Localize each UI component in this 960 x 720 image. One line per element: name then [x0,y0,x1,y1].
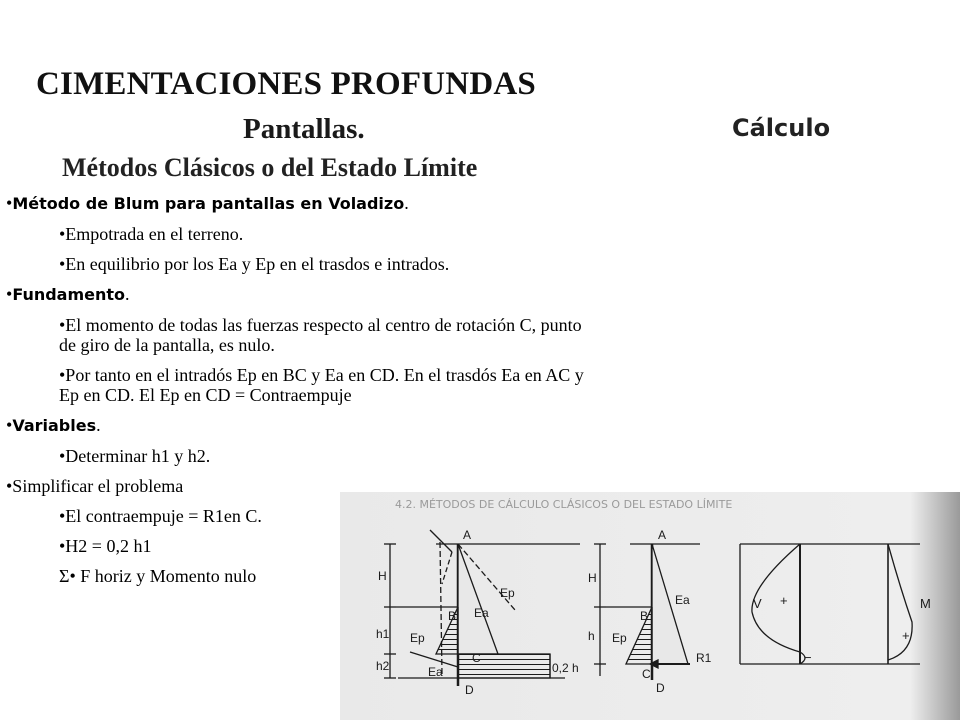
bullet-dot: • [6,284,13,304]
label-R1: R1 [696,651,712,665]
sub-bullet: •El momento de todas las fuerzas respecto al centro de rotación C, punto de giro de la pantalla, es nulo. [59,315,582,355]
label-M: M [920,596,931,611]
sub-bullet: •Por tanto en el intradós Ep en BC y Ea en CD. En el trasdós Ea en AC y Ep en CD. El Ep en CD = Contraempuje [59,365,584,405]
label-h: h [588,629,595,643]
label-D: D [465,683,474,697]
label-Ep: Ep [500,586,515,600]
bullet-blum [6,193,586,214]
section-heading: Métodos Clásicos o del Estado Límite [62,153,478,182]
slide-title: CIMENTACIONES PROFUNDAS [36,66,536,102]
sub-bullet: •Empotrada en el terreno. [59,224,244,244]
label-C: C [472,651,481,665]
label-A: A [658,528,667,542]
sub-bullet: •El contraempuje = R1en C. [59,506,262,526]
label-H: H [588,571,597,585]
bullet-fundamento [6,284,586,305]
bullet-bold-text: Método de Blum para pantallas en Voladizo [12,194,405,213]
label-Ea: Ea [675,593,690,607]
sub-bullet: •En equilibrio por los Ea y Ep en el trasdos e intrados. [59,254,450,274]
blum-method-figure [340,492,960,720]
label-V: V [753,596,762,611]
label-Ea: Ea [428,665,443,679]
label-D: D [656,681,665,695]
label-C: C [642,667,651,681]
bullet-dot: • [6,415,13,435]
sub-bullet: •Determinar h1 y h2. [59,446,211,466]
label-plus: + [780,593,788,608]
sub-bullet: •H2 = 0,2 h1 [59,536,152,556]
bullet-bold-text: Fundamento [12,285,126,304]
scan-header-text: 4.2. MÉTODOS DE CÁLCULO CLÁSICOS O DEL ESTADO LÍMITE [395,498,733,511]
sigma-text: • F horiz y Momento nulo [69,566,257,586]
label-B: B [640,609,649,623]
label-Ep: Ep [410,631,425,645]
label-h2: h2 [376,659,390,673]
bullet-simplificar: •Simplificar el problema [6,476,184,496]
sigma-symbol: Σ [59,566,70,586]
bullet-dot: • [6,193,13,213]
label-plus: + [902,628,910,643]
calculo-label: Cálculo [732,114,831,142]
slide-subtitle: Pantallas. [243,113,365,145]
label-H: H [378,569,387,583]
label-B: B [448,609,457,623]
scan-background [340,492,960,720]
bullet-trailing: . [96,415,101,435]
label-h1: h1 [376,627,390,641]
label-Ep: Ep [612,631,627,645]
bullet-trailing: . [125,284,130,304]
label-Ea: Ea [474,606,489,620]
bullet-trailing: . [404,193,409,213]
label-minus: − [804,650,812,665]
bullet-bold-text: Variables [12,416,97,435]
label-A: A [463,528,472,542]
bullet-variables [6,415,586,436]
label-0-2h: 0,2 h [552,661,579,675]
